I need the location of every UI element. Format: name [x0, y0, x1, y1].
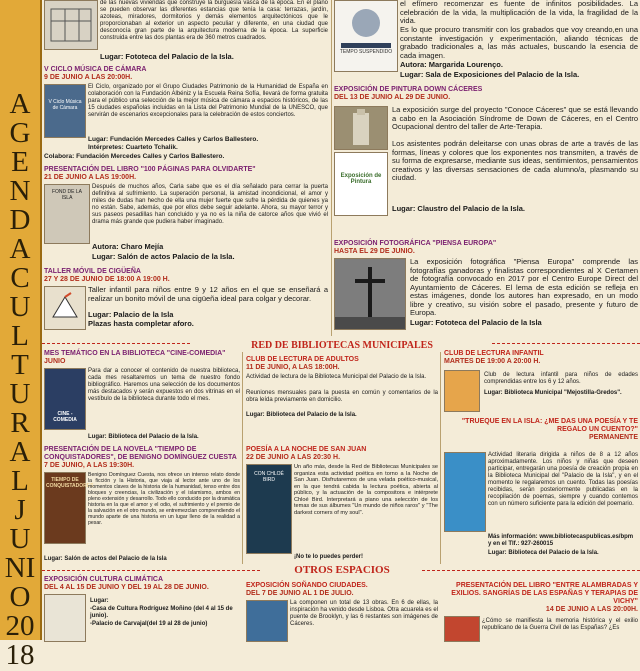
infantil-image: [444, 370, 480, 412]
alambradas-title: PRESENTACIÓN DEL LIBRO "ENTRE ALAMBRADAS Y EXILIOS. SANGRÍAS DE LAS ESPAÑAS Y TERAPIAS DE VICHY": [451, 582, 638, 605]
otros-band-title: OTROS ESPACIOS: [262, 564, 422, 576]
infantil-date: MARTES DE 19:00 A 20:00 H.: [444, 358, 541, 365]
cine-date: JUNIO: [44, 358, 66, 365]
libro-poster: [44, 184, 90, 244]
musica-section: [44, 66, 328, 164]
fotografica-photo: [334, 258, 406, 330]
climatica-text2: -Casa de Cultura Rodríguez Moñino (del 4 al 15 de junio).: [90, 606, 233, 619]
poesia-text: Un año más, desde la Red de Bibliotecas Municipales se organiza esta actividad poética en torno a la Noche de San Juan. Disfrutaremos de una velada poético-musical, en la que tendrá cabida la lectura poética, abierta al público, y la actuación de la compositora e intérprete Chloé Bird. Interpretará a piano una selección de los temas de sus álbumes "Un mundo de niños raros" y "The darkest corners of my soul".: [294, 464, 438, 516]
trueque-place: Lugar: Biblioteca del Palacio de la Isla.: [488, 550, 599, 556]
pintura-title: EXPOSICIÓN DE PINTURA DOWN CÁCERES: [334, 86, 483, 93]
trueque-date: PERMANENTE: [588, 434, 638, 441]
infantil-place: Lugar: Biblioteca Municipal "Mejostilla-Gredos".: [484, 390, 622, 396]
pintura-poster: [334, 152, 388, 216]
taller-image: [44, 286, 86, 330]
fotografica-place: Lugar: Fototeca del Palacio de la Isla: [410, 318, 542, 327]
plano-section: [44, 0, 328, 62]
taller-text: Taller infantil para niños entre 9 y 12 años en el que se enseñará a realizar un bonito móvil de una cigüeña ideal para colgar y decorar.: [88, 285, 328, 303]
poesia-poster: [246, 464, 292, 554]
grabados-poster: [334, 0, 398, 72]
grabados-place: Lugar: Sala de Exposiciones del Palacio de la Isla.: [400, 70, 580, 79]
plano-image: [44, 0, 98, 50]
cine-section: [44, 350, 240, 446]
libro-author: Autora: Charo Mejía: [92, 242, 164, 251]
trueque-section: [444, 418, 638, 564]
cine-poster: [44, 368, 86, 430]
trueque-image: [444, 452, 486, 532]
ciudades-date: DEL 7 DE JUNIO AL 1 DE JULIO.: [246, 590, 354, 597]
pintura-section: [334, 86, 638, 236]
cine-poster-label: CINE - COMEDIA: [53, 411, 77, 423]
climatica-poster: [44, 594, 86, 642]
ciudades-image: [246, 600, 288, 642]
alambradas-image: [444, 616, 480, 642]
fotografica-title: EXPOSICIÓN FOTOGRÁFICA "PIENSA EUROPA": [334, 240, 497, 247]
libro-title: PRESENTACIÓN DEL LIBRO "100 PÁGINAS PARA OLVIDARTE": [44, 166, 256, 173]
trueque-text: Actividad literaria dirigida a niños de 8 a 12 años aproximadamente. Los niños y niñas que deseen participar, entregarán una poesía de creación propia en la Biblioteca Municipal del "Palacio de la Isla", y en el momento le regalaremos un cuento. Todas las poesías recibidas, serán posteriormente publicadas en la recopilación de poemas, siempre y cuando contemos con un número suficiente para la edición del poemario.: [488, 452, 638, 507]
poesia-section: [246, 446, 438, 564]
agenda-vertical-title: AGENDA CULTURAL JUNIO 2018: [4, 88, 36, 671]
plano-place: Lugar: Fototeca del Palacio de la Isla.: [100, 52, 234, 61]
agenda-content: [42, 0, 640, 640]
climatica-date: DEL 4 AL 15 DE JUNIO Y DEL 19 AL 28 DE JUNIO.: [44, 584, 209, 591]
plano-text: de las nuevas viviendas que construye la burguesía vasca de la época. En el plano se pueden observar las diferentes estancias que tenía la casa: terrazas, jardín, azoteas, miradores, dormitorios y demás elementos arquitectónicos que le proporcionaban al exterior un aspecto peculiar y diferente, en una ciudad que desconocía gran parte de la arquitectura moderna de la época. La superficie construida entre las dos plantas era de 360 metros cuadrados.: [100, 0, 328, 41]
poesia-date: 22 DE JUNIO A LAS 20:30 H.: [246, 454, 341, 461]
climatica-text1: Lugar:: [90, 598, 109, 604]
infantil-title: CLUB DE LECTURA INFANTIL: [444, 350, 544, 357]
alambradas-text: ¿Cómo se manifiesta la memoria histórica y el exilio republicano de la Guerra Civil de las Españas? ¿Es: [482, 618, 638, 631]
alambradas-section: [444, 582, 638, 640]
lectura-date: 11 DE JUNIO, A LAS 18:00H.: [246, 364, 340, 371]
taller-title: TALLER MÓVIL DE CIGÜEÑA: [44, 268, 141, 275]
trueque-title: "TRUEQUE EN LA ISLA: ¿ME DAS UNA POESÍA Y TE REGALO UN CUENTO?": [461, 418, 638, 433]
ciudades-title: EXPOSICIÓN SOÑANDO CIUDADES.: [246, 582, 368, 589]
grabados-section: [334, 0, 638, 82]
ciudades-section: [246, 582, 438, 640]
grabados-poster-label: TEMPO SUSPENDIDO: [339, 49, 393, 55]
poesia-poster-label: CON CHLOÉ BIRD: [254, 471, 284, 483]
pintura-photo: [334, 106, 388, 150]
alambradas-date: 14 DE JUNIO A LAS 20:00H.: [545, 606, 638, 613]
infantil-text: Club de lectura infantil para niños de edades comprendidas entre los 6 y 12 años.: [484, 372, 638, 385]
climatica-text3: -Palacio de Carvajal(del 19 al 28 de junio): [90, 621, 208, 627]
bibliotecas-band-title: RED DE BIBLIOTECAS MUNICIPALES: [192, 340, 492, 351]
grabados-author: Autora: Margarida Lourenço.: [400, 60, 503, 69]
column-divider: [440, 352, 441, 564]
pintura-text: La exposición surge del proyecto "Conoce Cáceres" que se está llevando a cabo en la Asociación Síndrome de Down de Cáceres, en el Centro Ocupacional dentro del taller de Arte-Terapia.: [392, 105, 638, 131]
pintura-text2: Los asistentes podrán deleitarse con unas obras de arte a través de las formas, líneas y colores que los exponentes nos transmiten, a través de su forma de expresarse, mediante sus ideas, sentimientos, pensamientos creativos y las diversas sensaciones de cada alumno/a, plasmando su ciudad.: [392, 139, 638, 182]
taller-note: Plazas hasta completar aforo.: [88, 319, 194, 328]
column-divider: [331, 0, 332, 336]
lectura-place: Lugar: Biblioteca del Palacio de la Isla.: [246, 412, 357, 418]
musica-text: El Ciclo, organizado por el Grupo Ciudades Patrimonio de la Humanidad de España en colaboración con la Fundación Albéniz y la Escuela Reina Sofía, llevará de forma gratuita para el público una selección de la mejor música de cámara a espacios históricos, de las 15 ciudades españolas incluidas en la Lista del Patrimonio Mundial de la UNESCO, que servirán de escenarios excepcionales para la celebración de estos conciertos.: [88, 84, 328, 118]
lectura-text: Actividad de lectura de la Biblioteca Municipal del Palacio de la Isla.: [246, 374, 427, 380]
musica-title: V CICLO MÚSICA DE CÁMARA: [44, 66, 147, 73]
column-divider: [242, 352, 243, 564]
cine-title: MES TEMÁTICO EN LA BIBLIOTECA "CINE-COMEDIA": [44, 350, 226, 357]
taller-place: Lugar: Palacio de la Isla: [88, 310, 174, 319]
musica-place: Lugar: Fundación Mercedes Calles y Carlos Ballestero.: [88, 136, 259, 143]
lectura-text2: Reuniones mensuales para la puesta en común y comentarios de la obra leída previamente en domicilio.: [246, 390, 438, 403]
climatica-title: EXPOSICIÓN CULTURA CLIMÁTICA: [44, 576, 163, 583]
pintura-poster-label: Exposición de Pintura: [340, 173, 382, 185]
libro-date: 21 DE JUNIO A LAS 19:00H.: [44, 174, 137, 181]
sidebar-band: [0, 0, 42, 671]
libro-section: [44, 166, 328, 264]
cine-text: Para dar a conocer el contenido de nuestra biblioteca, cada mes resaltaremos un tema de nuestro fondo bibliográfico. Haremos una selección de los documentos más destacados y serán expuestos en dos vitrinas en el vestíbulo de la biblioteca durante todo el mes.: [88, 368, 240, 402]
novela-section: [44, 446, 240, 564]
grabados-text: Es lo que procuro transmitir con los grabados que voy creando,en una constante investigación y experimentación, aliando técnicas de grabado tradicionales a, las más actuales, buscando la esencia de cada imagen.: [400, 25, 638, 60]
pintura-place: Lugar: Claustro del Palacio de la Isla.: [392, 204, 525, 213]
lectura-adultos-section: [246, 356, 438, 440]
fotografica-section: [334, 240, 638, 336]
fotografica-text: La exposición fotográfica "Piensa Europa" comprende las fotografías ganadoras y finalistas correspondientes al X Certamen de fotografía convocado en 2017 por el Centro Europe Direct del Ayuntamiento de Cáceres. El lema de esta edición se refleja en estas imágenes, donde los autores han expresado, en un modo libre y creativo, su visión sobre el pasado, presente y futuro de Europa.: [410, 257, 638, 317]
lectura-title: CLUB DE LECTURA DE ADULTOS: [246, 356, 359, 363]
musica-collab: Colabora: Fundación Mercedes Calles y Carlos Ballestero.: [44, 153, 225, 160]
lectura-infantil-section: [444, 350, 638, 414]
taller-section: [44, 268, 328, 330]
trueque-info: Más información: www.bibliotecaspublicas.es/bpm y en el Tlf.: 927-260015: [488, 534, 634, 547]
poesia-title: POESÍA A LA NOCHE DE SAN JUAN: [246, 446, 367, 453]
cine-place: Lugar: Biblioteca del Palacio de la Isla.: [88, 434, 199, 440]
musica-performers: Intérpretes: Cuarteto Tchalik.: [88, 144, 178, 151]
pintura-date: DEL 13 DE JUNIO AL 29 DE JUNIO.: [334, 94, 451, 101]
novela-title: PRESENTACIÓN DE LA NOVELA "TIEMPO DE CONQUISTADORES", DE BENIGNO DOMÍNGUEZ CUESTA: [44, 446, 237, 461]
libro-poster-label: FOND DE LA ISLA: [51, 189, 82, 201]
ciudades-text: La componen un total de 13 obras. En 6 de ellas, la inspiración ha venido desde Lisboa. Otra acuarela es el puente de Brooklyn, y las 6 restantes son imágenes de Cáceres.: [290, 600, 438, 627]
novela-text: Benigno Domínguez Cuesta, nos ofrece un intenso relato donde la ficción y la Historia, que viaja al lector ante uno de los momentos claves de la historia de la humanidad, tenso entre dos bloques y creencias, la civilización y el islamismo, ambos en pleno extensión y desarrollo. Todo ello conducido por la dramática historia en la que el amor y el odio, el sufrimiento y el premio de la salvación en el otro mundo, se entremezclan comprendiendo el mundo aparte de una historia en un lugar lleno de la realidad a pesar.: [88, 472, 240, 526]
novela-date: 7 DE JUNIO, A LAS 19:30H.: [44, 462, 135, 469]
novela-poster: [44, 472, 94, 544]
libro-place: Lugar: Salón de actos Palacio de la Isla.: [92, 252, 235, 261]
taller-date: 27 Y 28 DE JUNIO DE 18:00 A 19:00 H.: [44, 276, 170, 283]
climatica-section: [44, 576, 240, 640]
libro-text: Después de muchos años, Carla sabe que es el día señalado para cerrar la puerta definitiva al sufrimiento. La superación personal, la amistad incondicional, el amor y miles de dudas han hecho de ella una mujer fuerte que sufre la pérdida de quienes ya no están. Sabe, además, que por ellos debe seguir adelante. Ahora, su mayor terror y sus paseos pesadillas han concluido y ya no es la niña de catorce años que vivió el drama más grande que pudiera haber imaginado.: [92, 184, 328, 225]
musica-poster-label: V Ciclo Música de Cámara: [48, 99, 82, 111]
musica-date: 9 DE JUNIO A LAS 20:00H.: [44, 74, 133, 81]
musica-poster: [44, 84, 86, 138]
poesia-note: ¡No te lo puedes perder!: [294, 554, 364, 560]
fotografica-date: HASTA EL 29 DE JUNIO.: [334, 248, 415, 255]
novela-place: Lugar: Salón de actos del Palacio de la Isla: [44, 556, 167, 562]
novela-poster-label: TIEMPO DE CONQUISTADORES: [46, 477, 94, 489]
grabados-intro: el efímero recomenzar es fuente de infinitos posibilidades. La celebración de la vida, la multiplicación de la vida, la fragilidad de la vida.: [400, 0, 638, 25]
